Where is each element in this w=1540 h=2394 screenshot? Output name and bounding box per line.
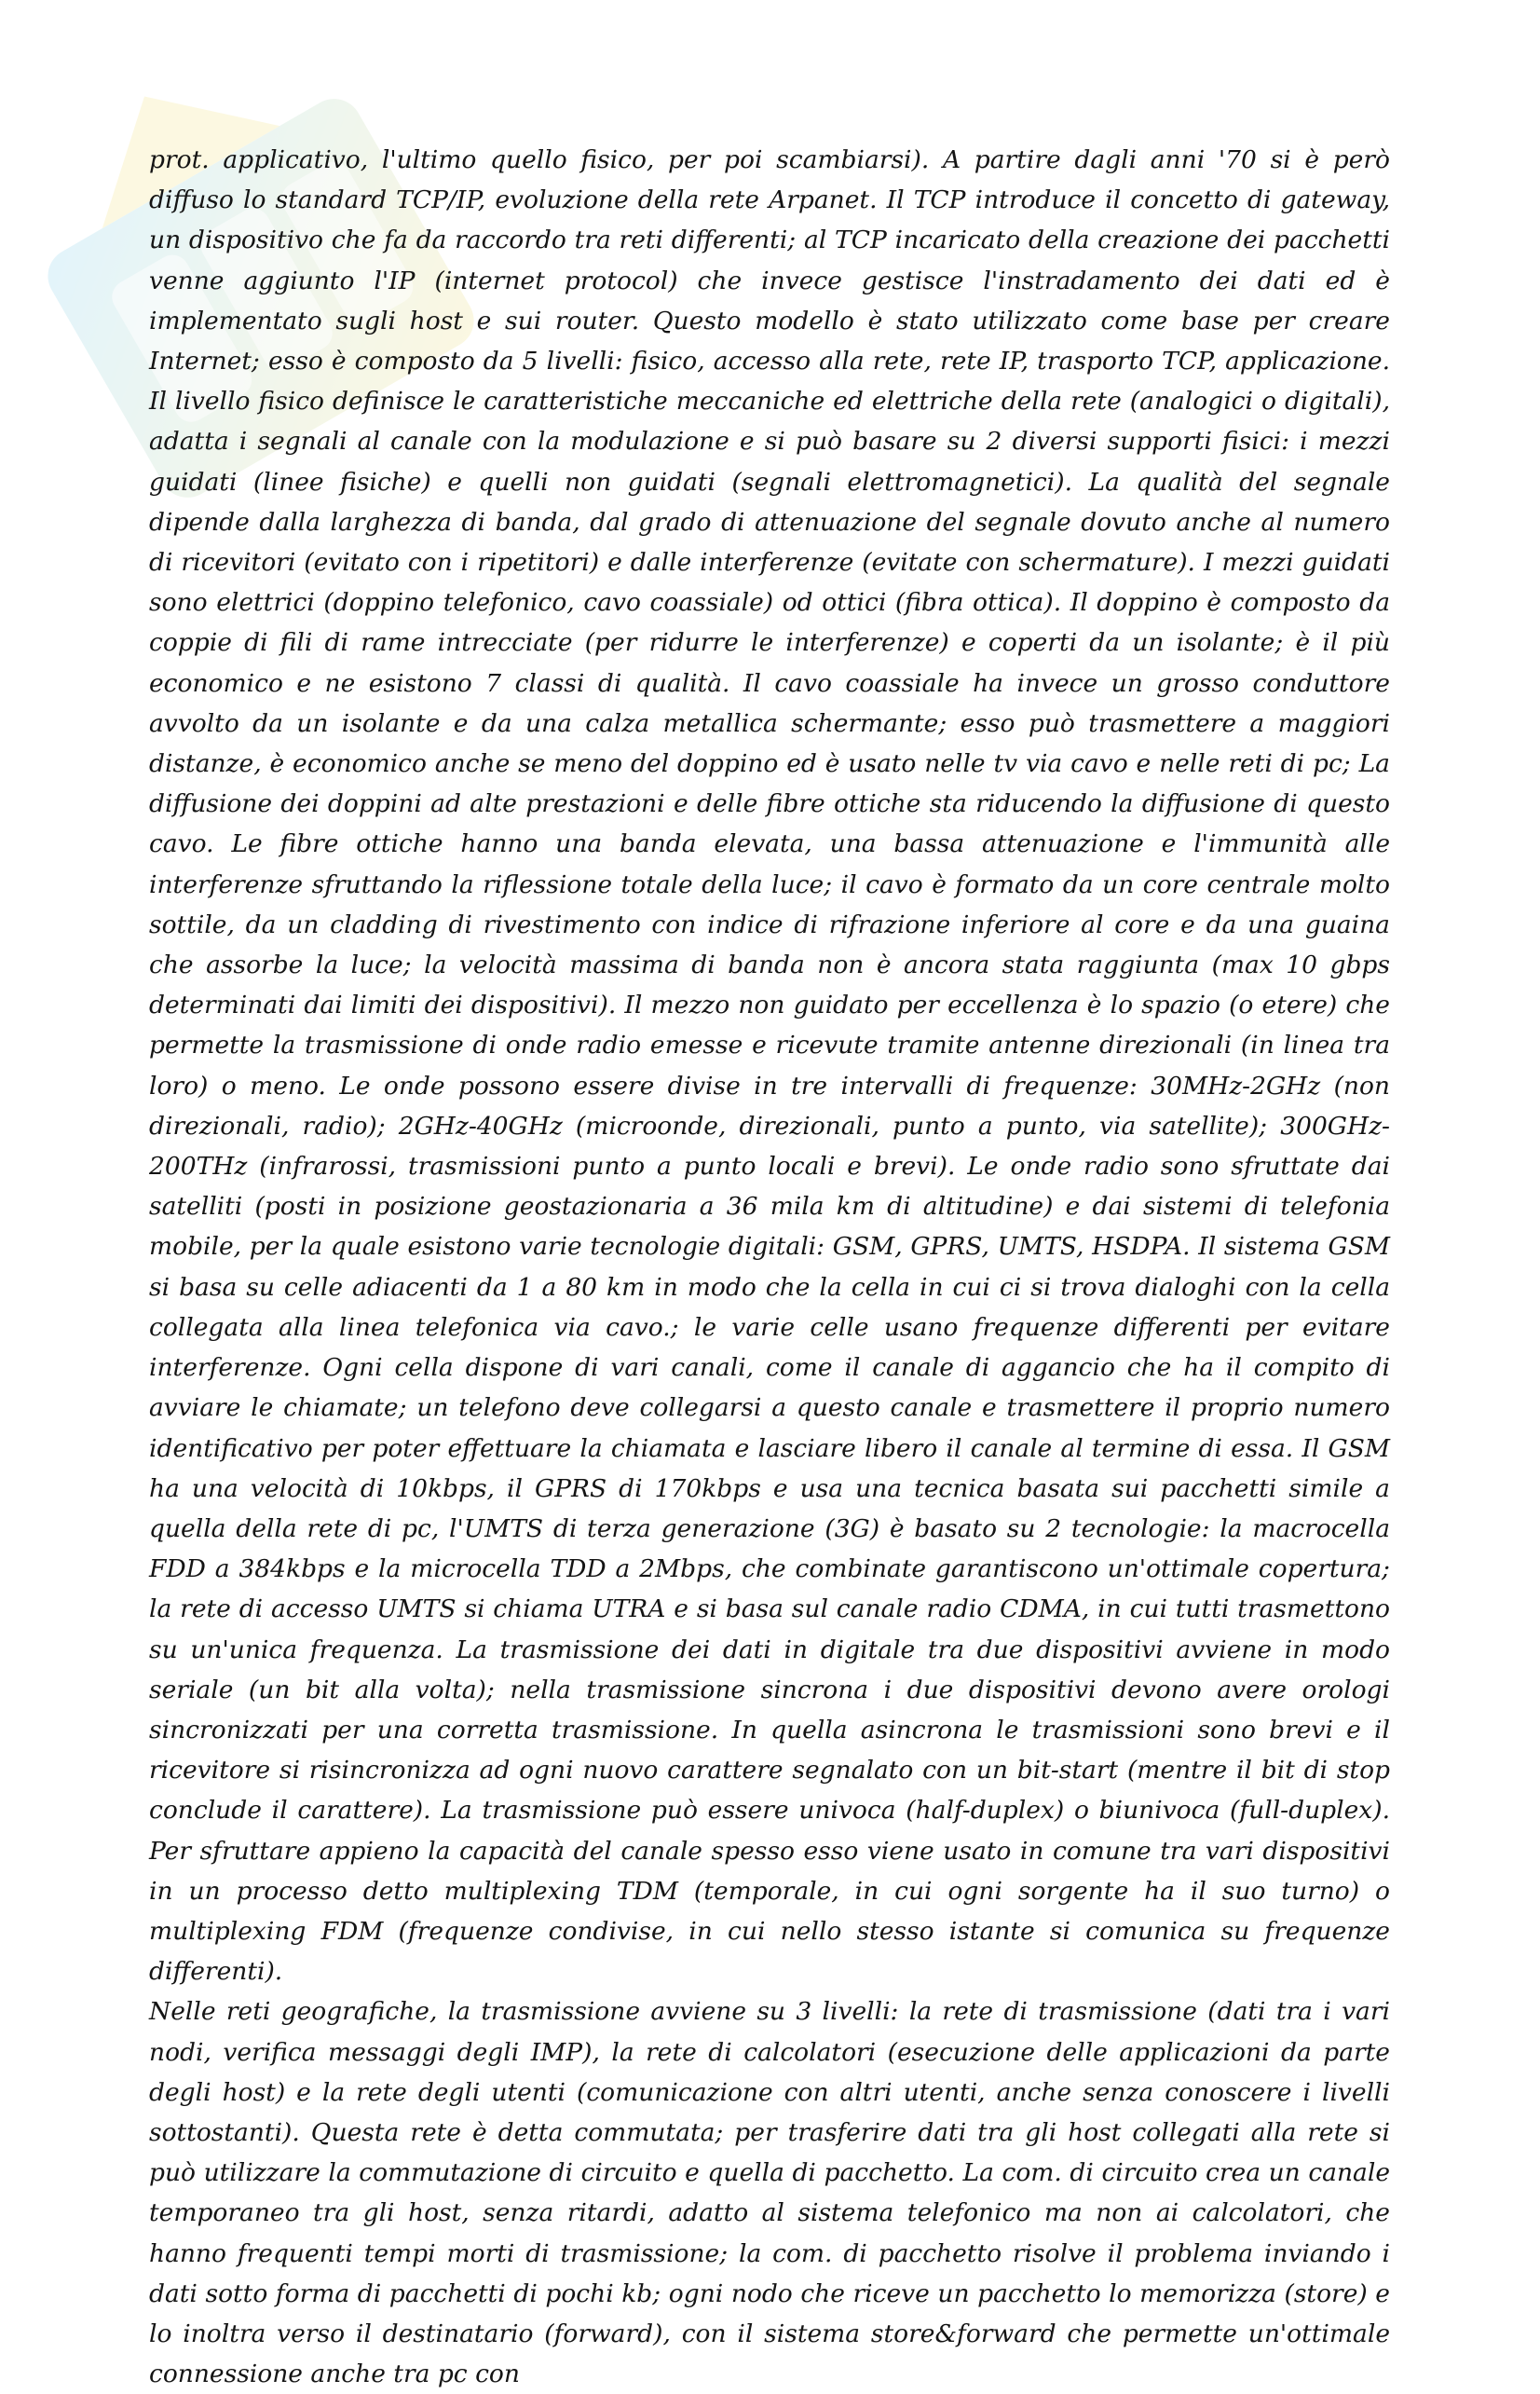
document-body — [149, 140, 1390, 2394]
paragraph: Nelle reti geografiche, la trasmissione avviene su 3 livelli: la rete di trasmissione (dati tra i vari nodi, verifica messaggi degli IMP), la rete di calcolatori (esecuzione delle applicazioni da parte degli host) e la rete degli utenti (comunicazione con altri utenti, anche senza conoscere i livelli sottostanti). Questa rete è detta commutata; per trasferire dati tra gli host collegati alla rete si può utilizzare la commutazione di circuito e quella di pacchetto. La com. di circuito crea un canale temporaneo tra gli host, senza ritardi, adatto al sistema telefonico ma non ai calcolatori, che hanno frequenti tempi morti di trasmissione; la com. di pacchetto risolve il problema inviando i dati sotto forma di pacchetti di pochi kb; ogni nodo che riceve un pacchetto lo memorizza (store) e lo inoltra verso il destinatario (forward), con il sistema store&forward che permette un'ottimale connessione anche tra pc con — [149, 1997, 1390, 2389]
paragraph: prot. applicativo, l'ultimo quello fisico, per poi scambiarsi). A partire dagli anni '70 si è però diffuso lo standard TCP/IP, evoluzione della rete Arpanet. Il TCP introduce il concetto di gateway, un dispositivo che fa da raccordo tra reti differenti; al TCP incaricato della creazione dei pacchetti venne aggiunto l'IP (internet protocol) che invece gestisce l'instradamento dei dati ed è implementato sugli host e sui router. Questo modello è stato utilizzato come base per creare Internet; esso è composto da 5 livelli: fisico, accesso alla rete, rete IP, trasporto TCP, applicazione. Il livello fisico definisce le caratteristiche meccaniche ed elettriche della rete (analogici o digitali), adatta i segnali al canale con la modulazione e si può basare su 2 diversi supporti fisici: i mezzi guidati (linee fisiche) e quelli non guidati (segnali elettromagnetici). La qualità del segnale dipende dalla larghezza di banda, dal grado di attenuazione del segnale dovuto anche al numero di ricevitori (evitato con i ripetitori) e dalle interferenze (evitate con schermature). I mezzi guidati sono elettrici (doppino telefonico, cavo coassiale) od ottici (fibra ottica). Il doppino è composto da coppie di fili di rame intrecciate (per ridurre le interferenze) e coperti da un isolante; è il più economico e ne esistono 7 classi di qualità. Il cavo coassiale ha invece un grosso conduttore avvolto da un isolante e da una calza metallica schermante; esso può trasmettere a maggiori distanze, è economico anche se meno del doppino ed è usato nelle tv via cavo e nelle reti di pc; La diffusione dei doppini ad alte prestazioni e delle fibre ottiche sta riducendo la diffusione di questo cavo. Le fibre ottiche hanno una banda elevata, una bassa attenuazione e l'immunità alle interferenze sfruttando la riflessione totale della luce; il cavo è formato da un core centrale molto sottile, da un cladding di rivestimento con indice di rifrazione inferiore al core e da una guaina che assorbe la luce; la velocità massima di banda non è ancora stata raggiunta (max 10 gbps determinati dai limiti dei dispositivi). Il mezzo non guidato per eccellenza è lo spazio (o etere) che permette la trasmissione di onde radio emesse e ricevute tramite antenne direzionali (in linea tra loro) o meno. Le onde possono essere divise in tre intervalli di frequenze: 30MHz-2GHz (non direzionali, radio); 2GHz-40GHz (microonde, direzionali, punto a punto, via satellite); 300GHz-200THz (infrarossi, trasmissioni punto a punto locali e brevi). Le onde radio sono sfruttate dai satelliti (posti in posizione geostazionaria a 36 mila km di altitudine) e dai sistemi di telefonia mobile, per la quale esistono varie tecnologie digitali: GSM, GPRS, UMTS, HSDPA. Il sistema GSM si basa su celle adiacenti da 1 a 80 km in modo che la cella in cui ci si trova dialoghi con la cella collegata alla linea telefonica via cavo.; le varie celle usano frequenze differenti per evitare interferenze. Ogni cella dispone di vari canali, come il canale di aggancio che ha il compito di avviare le chiamate; un telefono deve collegarsi a questo canale e trasmettere il proprio numero identificativo per poter effettuare la chiamata e lasciare libero il canale al termine di essa. Il GSM ha una velocità di 10kbps, il GPRS di 170kbps e usa una tecnica basata sui pacchetti simile a quella della rete di pc, l'UMTS di terza generazione (3G) è basato su 2 tecnologie: la macrocella FDD a 384kbps e la microcella TDD a 2Mbps, che combinate garantiscono un'ottimale copertura; la rete di accesso UMTS si chiama UTRA e si basa sul canale radio CDMA, in cui tutti trasmettono su un'unica frequenza. La trasmissione dei dati in digitale tra due dispositivi avviene in modo seriale (un bit alla volta); nella trasmissione sincrona i due dispositivi devono avere orologi sincronizzati per una corretta trasmissione. In quella asincrona le trasmissioni sono brevi e il ricevitore si risincronizza ad ogni nuovo carattere segnalato con un bit-start (mentre il bit di stop conclude il carattere). La trasmissione può essere univoca (half-duplex) o biunivoca (full-duplex). Per sfruttare appieno la capacità del canale spesso esso viene usato in comune tra vari dispositivi in un processo detto multiplexing TDM (temporale, in cui ogni sorgente ha il suo turno) o multiplexing FDM (frequenze condivise, in cui nello stesso istante si comunica su frequenze differenti). — [149, 145, 1390, 1987]
